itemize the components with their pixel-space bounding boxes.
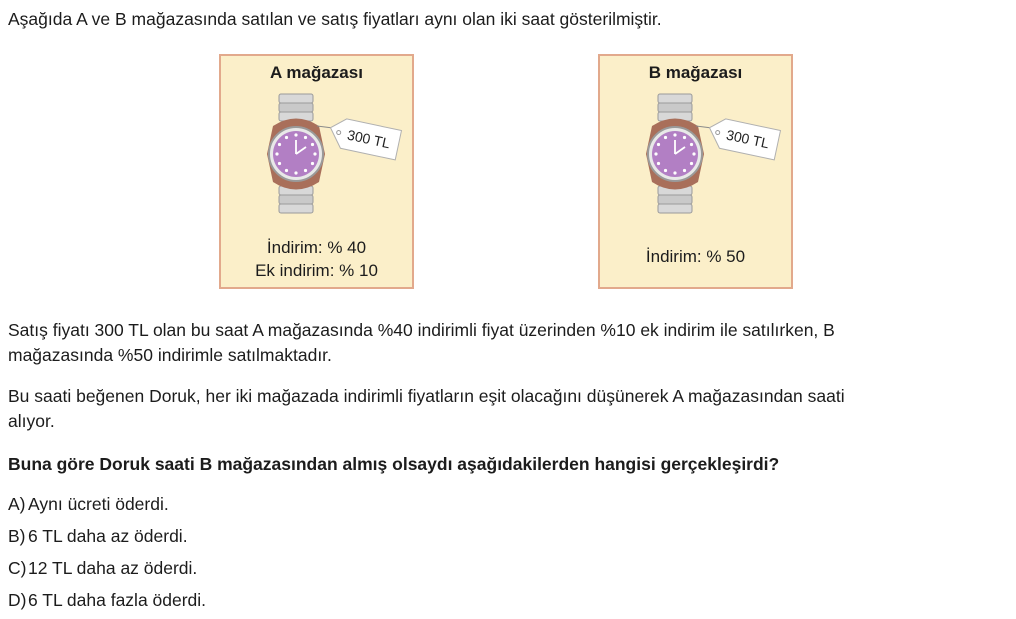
option-text: 12 TL daha az öderdi. <box>28 558 198 578</box>
paragraph-1-line-2: mağazasında %50 indirimle satılmaktadır. <box>8 345 332 365</box>
store-b-discount-1: İndirim: % 50 <box>645 247 746 266</box>
paragraph-2-line-1: Bu saati beğenen Doruk, her iki mağazada indirimli fiyatların eşit olacağını düşünerek A mağazasından saati <box>8 386 845 406</box>
option-text: 6 TL daha fazla öderdi. <box>28 590 207 610</box>
paragraph-1-line-1: Satış fiyatı 300 TL olan bu saat A mağazasında %40 indirimli fiyat üzerinden %10 ek indirim ile satılırken, B <box>8 320 835 340</box>
option-key: D) <box>8 590 27 610</box>
price-tag-icon <box>327 116 402 160</box>
store-a-title: A mağazası <box>270 63 363 82</box>
option-key: B) <box>8 526 26 546</box>
price-tag-icon <box>706 116 781 160</box>
option-c[interactable] <box>8 556 197 581</box>
watch-illustration <box>221 56 416 236</box>
paragraph-2-line-2: alıyor. <box>8 411 55 431</box>
store-a-discount-2: Ek indirim: % 10 <box>255 261 378 280</box>
question-prompt: Buna göre Doruk saati B mağazasından almış olsaydı aşağıdakilerden hangisi gerçekleşirdi? <box>8 454 780 474</box>
watch-illustration <box>600 56 795 236</box>
option-a[interactable] <box>8 492 169 517</box>
store-a-discount-1: İndirim: % 40 <box>266 238 367 257</box>
option-text: 6 TL daha az öderdi. <box>28 526 188 546</box>
option-key: C) <box>8 558 27 578</box>
option-b[interactable] <box>8 524 188 549</box>
option-d[interactable] <box>8 588 206 613</box>
store-a-panel <box>219 54 414 289</box>
price-tag-text: 300 TL <box>345 126 392 152</box>
option-text: Aynı ücreti öderdi. <box>28 494 169 514</box>
price-tag-text: 300 TL <box>724 126 771 152</box>
question-intro: Aşağıda A ve B mağazasında satılan ve satış fiyatları aynı olan iki saat gösterilmiştir. <box>8 9 662 29</box>
option-key: A) <box>8 494 26 514</box>
store-b-panel <box>598 54 793 289</box>
store-b-title: B mağazası <box>648 63 743 82</box>
